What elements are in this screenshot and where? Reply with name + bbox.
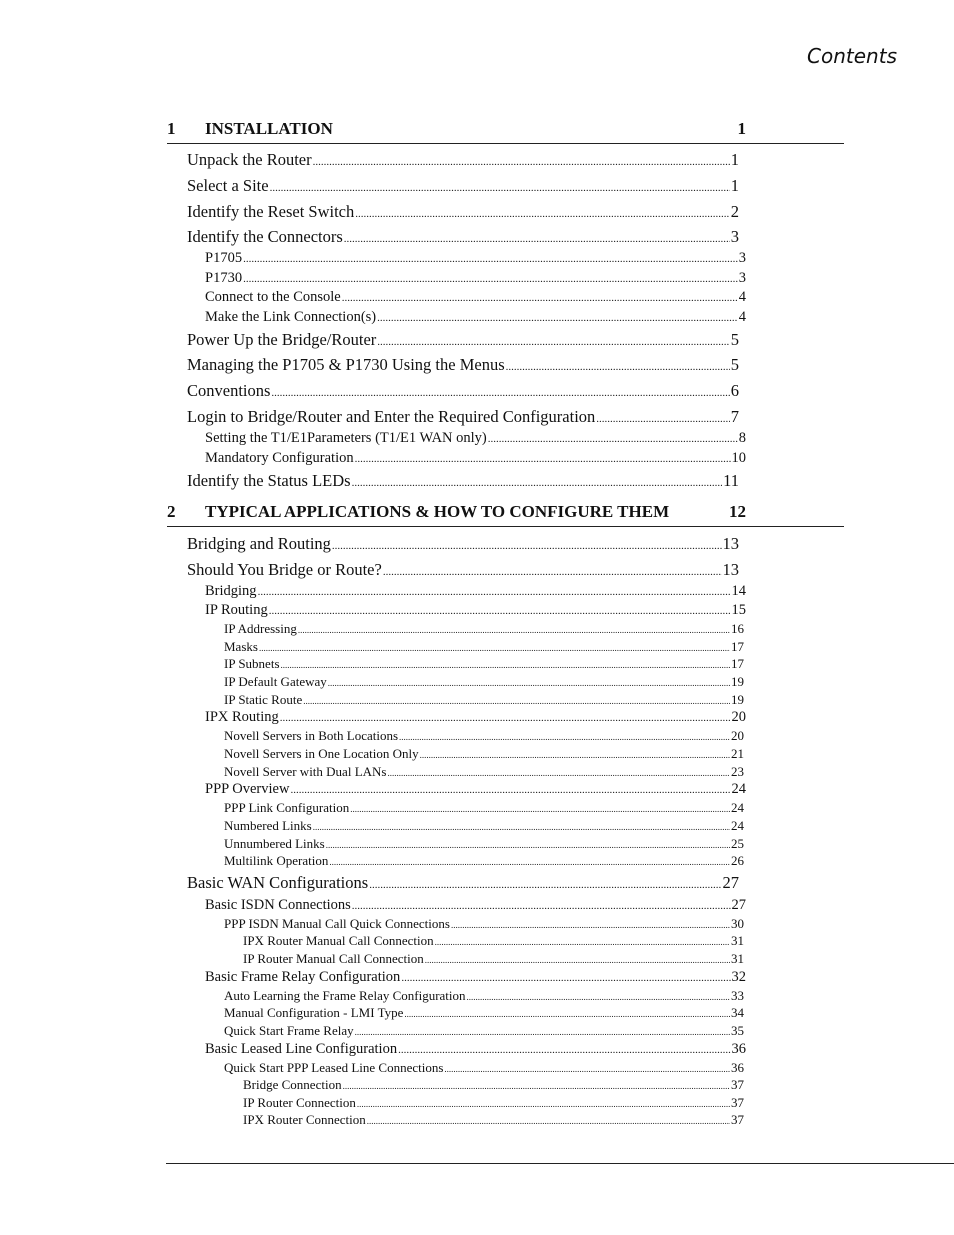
toc-entry-title: IP Router Manual Call Connection (243, 951, 424, 966)
toc-entry[interactable] (205, 289, 746, 306)
dot-leader (383, 566, 722, 578)
toc-entry[interactable] (243, 951, 744, 967)
toc-entry-title: Bridging (205, 583, 257, 599)
toc-entry[interactable] (224, 988, 744, 1004)
dot-leader (367, 1116, 730, 1126)
toc-entry-page: 17 (731, 656, 744, 671)
dot-leader (343, 1081, 730, 1091)
toc-entry[interactable] (205, 450, 746, 467)
dot-leader (259, 643, 730, 653)
toc-entry[interactable] (205, 250, 746, 267)
toc-entry-title: Basic Leased Line Configuration (205, 1041, 398, 1057)
toc-entry-title: IPX Router Connection (243, 1112, 366, 1127)
toc-entry[interactable] (243, 1112, 744, 1128)
toc-entry[interactable] (224, 728, 744, 744)
toc-entry-title: Basic WAN Configurations (187, 873, 369, 892)
toc-entry-page: 27 (722, 873, 739, 892)
toc-entry[interactable] (243, 1095, 744, 1111)
toc-entry-page: 1 (730, 176, 739, 195)
dot-leader (280, 712, 731, 724)
toc-entry-page: 1 (730, 150, 739, 169)
dot-leader (271, 387, 729, 399)
toc-entry[interactable] (187, 202, 739, 222)
toc-entry-title: Bridging and Routing (187, 534, 331, 553)
toc-entry-title: Connect to the Console (205, 289, 341, 305)
toc-entry[interactable] (224, 916, 744, 932)
toc-entry-title: Basic Frame Relay Configuration (205, 969, 401, 985)
toc-entry-title: Masks (224, 639, 258, 654)
toc-entry-title: IP Addressing (224, 621, 297, 636)
toc-entry-title: PPP Overview (205, 781, 290, 797)
toc-entry[interactable] (187, 560, 739, 580)
dot-leader (444, 1064, 730, 1074)
dot-leader (451, 920, 730, 930)
toc-entry-title: IP Default Gateway (224, 674, 327, 689)
footer-rule (166, 1163, 954, 1164)
toc-entry-title: Quick Start Frame Relay (224, 1023, 354, 1038)
dot-leader (326, 840, 730, 850)
toc-entry-page: 21 (731, 746, 744, 761)
toc-entry-page: 20 (731, 728, 744, 743)
chapter-title: INSTALLATION (205, 119, 333, 138)
dot-leader (350, 804, 730, 814)
toc-entry-page: 19 (731, 692, 744, 707)
toc-entry-title: IP Static Route (224, 692, 303, 707)
toc-entry-page: 19 (731, 674, 744, 689)
toc-entry[interactable] (224, 692, 744, 708)
toc-entry-title: IPX Routing (205, 709, 279, 725)
toc-entry-title: Conventions (187, 381, 271, 400)
toc-entry-title: PPP Link Configuration (224, 800, 350, 815)
toc-entry[interactable] (187, 407, 739, 427)
dot-leader (243, 253, 738, 265)
dot-leader (344, 233, 730, 245)
dot-leader (352, 477, 723, 489)
dot-leader (352, 900, 731, 912)
toc-entry[interactable] (224, 621, 744, 637)
toc-entry-title: Novell Server with Dual LANs (224, 764, 387, 779)
toc-entry[interactable] (187, 227, 739, 247)
toc-entry-title: Novell Servers in One Location Only (224, 746, 419, 761)
toc-entry-title: Managing the P1705 & P1730 Using the Menus (187, 355, 505, 374)
dot-leader (269, 605, 731, 617)
toc-entry-title: Novell Servers in Both Locations (224, 728, 399, 743)
toc-entry-page: 3 (738, 250, 746, 266)
toc-entry-title: Identify the Reset Switch (187, 202, 355, 221)
toc-entry-page: 3 (738, 270, 746, 286)
page-header: Contents (807, 44, 897, 68)
toc-entry-title: Unnumbered Links (224, 836, 325, 851)
dot-leader (270, 182, 730, 194)
dot-leader (355, 1027, 730, 1037)
toc-entry-title: Login to Bridge/Router and Enter the Required Configuration (187, 407, 596, 426)
dot-leader (313, 822, 730, 832)
dot-leader (387, 768, 730, 778)
toc-entry-title: Make the Link Connection(s) (205, 309, 377, 325)
dot-leader (399, 732, 730, 742)
dot-leader (377, 312, 738, 324)
toc-entry-page: 13 (722, 560, 739, 579)
toc-entry[interactable] (187, 471, 739, 491)
toc-entry[interactable] (205, 602, 746, 619)
toc-entry-title: P1730 (205, 270, 243, 286)
chapter-heading (167, 502, 844, 527)
toc-entry-title: P1705 (205, 250, 243, 266)
toc-entry-page: 37 (731, 1077, 744, 1092)
toc-entry-page: 33 (731, 988, 744, 1003)
dot-leader (377, 336, 729, 348)
toc-entry[interactable] (243, 1077, 744, 1093)
dot-leader (488, 433, 738, 445)
toc-entry[interactable] (205, 583, 746, 600)
dot-leader (357, 1099, 730, 1109)
toc-entry-page: 2 (730, 202, 739, 221)
toc-entry-title: IPX Router Manual Call Connection (243, 933, 434, 948)
toc-entry[interactable] (205, 781, 746, 798)
toc-entry-page: 24 (731, 800, 744, 815)
toc-entry-page: 10 (731, 450, 746, 466)
toc-entry-page: 8 (738, 430, 746, 446)
dot-leader (303, 696, 730, 706)
toc-entry[interactable] (205, 430, 746, 447)
chapter-page: 12 (729, 502, 746, 521)
toc-entry[interactable] (224, 1060, 744, 1076)
toc-entry-page: 6 (730, 381, 739, 400)
toc-entry[interactable] (224, 764, 744, 780)
toc-entry-page: 25 (731, 836, 744, 851)
toc-entry[interactable] (187, 330, 739, 350)
dot-leader (298, 625, 730, 635)
toc-entry[interactable] (224, 746, 744, 762)
toc-entry[interactable] (224, 1005, 744, 1021)
toc-entry-title: Should You Bridge or Route? (187, 560, 382, 579)
toc-entry-title: Basic ISDN Connections (205, 897, 351, 913)
toc-entry-title: Power Up the Bridge/Router (187, 330, 377, 349)
toc-entry-page: 26 (731, 853, 744, 868)
toc-entry-page: 15 (731, 602, 746, 618)
dot-leader (401, 972, 730, 984)
toc-entry[interactable] (187, 176, 739, 196)
toc-entry-title: Identify the Status LEDs (187, 471, 351, 490)
toc-entry-title: IP Routing (205, 602, 268, 618)
toc-entry[interactable] (224, 853, 744, 869)
dot-leader (281, 660, 731, 670)
toc-entry[interactable] (224, 674, 744, 690)
dot-leader (355, 453, 731, 465)
toc-entry-title: Identify the Connectors (187, 227, 343, 246)
toc-entry-page: 20 (731, 709, 746, 725)
toc-entry-page: 37 (731, 1095, 744, 1110)
toc-entry-title: Mandatory Configuration (205, 450, 354, 466)
dot-leader (290, 784, 730, 796)
toc-entry-page: 30 (731, 916, 744, 931)
toc-entry-title: Multilink Operation (224, 853, 329, 868)
toc-entry-page: 7 (730, 407, 739, 426)
toc-entry[interactable] (205, 309, 746, 326)
toc-entry-page: 11 (723, 471, 739, 490)
dot-leader (243, 273, 738, 285)
toc-entry-page: 4 (738, 309, 746, 325)
toc-entry[interactable] (187, 355, 739, 375)
toc-entry[interactable] (224, 800, 744, 816)
toc-entry-title: IP Router Connection (243, 1095, 356, 1110)
toc-entry[interactable] (224, 1023, 744, 1039)
toc-entry[interactable] (205, 709, 746, 726)
dot-leader (258, 586, 731, 598)
chapter-heading (167, 119, 844, 144)
toc-entry-page: 5 (730, 330, 739, 349)
dot-leader (355, 208, 729, 220)
chapter-number: 1 (167, 119, 176, 138)
toc-entry-title: Quick Start PPP Leased Line Connections (224, 1060, 444, 1075)
toc-entry-page: 24 (731, 781, 746, 797)
toc-entry-page: 24 (731, 818, 744, 833)
dot-leader (596, 413, 729, 425)
dot-leader (328, 678, 730, 688)
dot-leader (425, 955, 730, 965)
toc-entry-page: 35 (731, 1023, 744, 1038)
toc-entry[interactable] (187, 381, 739, 401)
toc-entry-page: 14 (731, 583, 746, 599)
dot-leader (369, 879, 721, 891)
toc-entry-page: 34 (731, 1005, 744, 1020)
toc-entry-page: 27 (731, 897, 746, 913)
toc-entry-page: 32 (731, 969, 746, 985)
dot-leader (329, 857, 730, 867)
toc-entry-title: Auto Learning the Frame Relay Configuration (224, 988, 466, 1003)
toc-entry-page: 3 (730, 227, 739, 246)
toc-entry[interactable] (224, 818, 744, 834)
toc-entry-page: 36 (731, 1060, 744, 1075)
toc-entry-title: Unpack the Router (187, 150, 312, 169)
toc-entry-title: PPP ISDN Manual Call Quick Connections (224, 916, 450, 931)
toc-entry[interactable] (205, 897, 746, 914)
dot-leader (342, 292, 738, 304)
dot-leader (398, 1044, 730, 1056)
chapter-number: 2 (167, 502, 176, 521)
toc-entry-page: 16 (731, 621, 744, 636)
toc-entry-page: 17 (731, 639, 744, 654)
dot-leader (313, 156, 730, 168)
toc-entry-page: 31 (731, 951, 744, 966)
dot-leader (404, 1009, 730, 1019)
dot-leader (467, 992, 730, 1002)
chapter-title: TYPICAL APPLICATIONS & HOW TO CONFIGURE THEM (205, 502, 670, 521)
dot-leader (435, 937, 730, 947)
toc-entry-page: 5 (730, 355, 739, 374)
toc-entry[interactable] (187, 534, 739, 554)
dot-leader (420, 750, 730, 760)
chapter-page: 1 (737, 119, 746, 138)
toc-entry[interactable] (187, 873, 739, 893)
toc-entry-title: Numbered Links (224, 818, 312, 833)
toc-entry-page: 36 (731, 1041, 746, 1057)
toc-entry[interactable] (187, 150, 739, 170)
toc-entry-page: 31 (731, 933, 744, 948)
toc-entry-page: 37 (731, 1112, 744, 1127)
toc-entry[interactable] (224, 639, 744, 655)
toc-entry[interactable] (205, 270, 746, 287)
toc-entry-title: Bridge Connection (243, 1077, 342, 1092)
toc-entry-page: 13 (722, 534, 739, 553)
dot-leader (506, 361, 730, 373)
toc-entry-title: Setting the T1/E1Parameters (T1/E1 WAN only) (205, 430, 487, 446)
dot-leader (332, 540, 722, 552)
toc-entry[interactable] (205, 969, 746, 986)
toc-entry-page: 23 (731, 764, 744, 779)
toc-entry-page: 4 (738, 289, 746, 305)
toc-entry-title: Manual Configuration - LMI Type (224, 1005, 404, 1020)
toc-entry[interactable] (205, 1041, 746, 1058)
toc-entry[interactable] (224, 836, 744, 852)
toc-entry-title: IP Subnets (224, 656, 280, 671)
toc-entry[interactable] (224, 656, 744, 672)
toc-entry-title: Select a Site (187, 176, 269, 195)
toc-entry[interactable] (243, 933, 744, 949)
